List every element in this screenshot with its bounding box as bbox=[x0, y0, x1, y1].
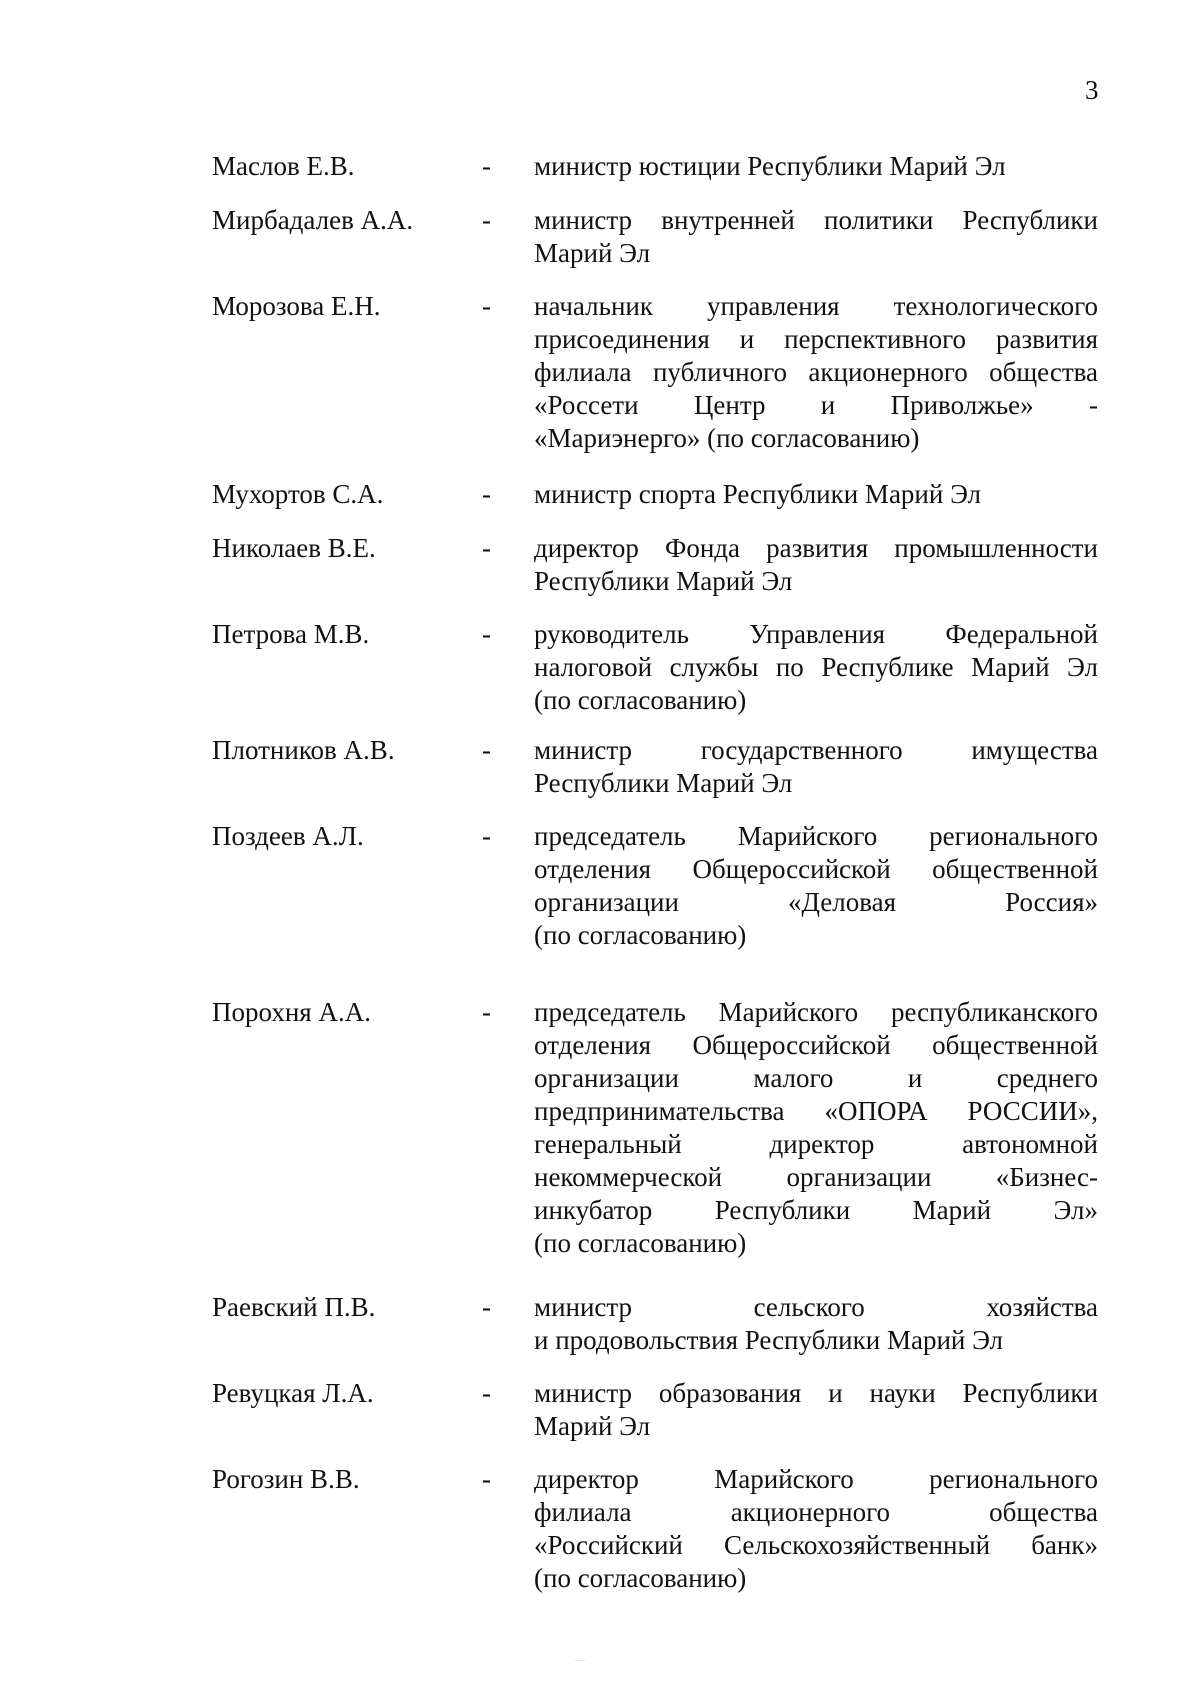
position-line: присоединения и перспективного развития bbox=[534, 324, 1098, 354]
separator-dash: - bbox=[482, 997, 491, 1027]
separator-dash: - bbox=[482, 1378, 491, 1408]
separator-dash: - bbox=[482, 533, 491, 563]
position-line: директор Фонда развития промышленности bbox=[534, 533, 1098, 563]
member-position bbox=[534, 1377, 1098, 1443]
page-number: 3 bbox=[1085, 75, 1099, 105]
position-line: министр государственного имущества bbox=[534, 735, 1098, 765]
separator-dash: - bbox=[482, 619, 491, 649]
position-line: «Мариэнерго» (по согласованию) bbox=[534, 423, 920, 453]
position-line: «Российский Сельскохозяйственный банк» bbox=[534, 1530, 1098, 1560]
member-name: Плотников А.В. bbox=[212, 735, 395, 765]
position-line: генеральный директор автономной bbox=[534, 1129, 1098, 1159]
member-name: Мирбадалев А.А. bbox=[212, 205, 414, 235]
member-position bbox=[534, 1463, 1098, 1595]
position-line: Марий Эл bbox=[534, 238, 651, 268]
position-line: руководитель Управления Федеральной bbox=[534, 619, 1098, 649]
position-line: некоммерческой организации «Бизнес- bbox=[534, 1162, 1098, 1192]
member-name: Порохня А.А. bbox=[212, 997, 371, 1027]
separator-dash: - bbox=[482, 1292, 491, 1322]
member-name: Морозова Е.Н. bbox=[212, 291, 381, 321]
position-line: Республики Марий Эл bbox=[534, 768, 793, 798]
position-line: министр внутренней политики Республики bbox=[534, 205, 1098, 235]
separator-dash: - bbox=[482, 205, 491, 235]
position-line: председатель Марийского регионального bbox=[534, 821, 1098, 851]
member-name: Маслов Е.В. bbox=[212, 151, 355, 181]
separator-dash: - bbox=[482, 291, 491, 321]
position-line: (по согласованию) bbox=[534, 685, 747, 715]
position-line: директор Марийского регионального bbox=[534, 1464, 1098, 1494]
position-line: и продовольствия Республики Марий Эл bbox=[534, 1325, 1004, 1355]
position-line: начальник управления технологического bbox=[534, 291, 1098, 321]
position-line: Марий Эл bbox=[534, 1411, 651, 1441]
separator-dash: - bbox=[482, 151, 491, 181]
separator-dash: - bbox=[482, 479, 491, 509]
member-name: Рогозин В.В. bbox=[212, 1464, 360, 1494]
member-position bbox=[534, 150, 1098, 183]
position-line: министр спорта Республики Марий Эл bbox=[534, 479, 982, 509]
member-name: Поздеев А.Л. bbox=[212, 821, 364, 851]
position-line: налоговой службы по Республике Марий Эл bbox=[534, 652, 1098, 682]
position-line: «Россети Центр и Приволжье» - bbox=[534, 390, 1098, 420]
position-line: филиала публичного акционерного общества bbox=[534, 357, 1098, 387]
scan-artifact bbox=[575, 1660, 585, 1661]
separator-dash: - bbox=[482, 821, 491, 851]
member-position bbox=[534, 204, 1098, 270]
member-position bbox=[534, 820, 1098, 952]
position-line: филиала акционерного общества bbox=[534, 1497, 1098, 1527]
position-line: отделения Общероссийской общественной bbox=[534, 854, 1098, 884]
position-line: предпринимательства «ОПОРА РОССИИ», bbox=[534, 1096, 1098, 1126]
position-line: отделения Общероссийской общественной bbox=[534, 1030, 1098, 1060]
member-name: Мухортов С.А. bbox=[212, 479, 384, 509]
position-line: (по согласованию) bbox=[534, 1563, 747, 1593]
member-position bbox=[534, 1291, 1098, 1357]
position-line: министр образования и науки Республики bbox=[534, 1378, 1098, 1408]
position-line: (по согласованию) bbox=[534, 920, 747, 950]
position-line: министр юстиции Республики Марий Эл bbox=[534, 151, 1006, 181]
position-line: организации малого и среднего bbox=[534, 1063, 1098, 1093]
member-name: Раевский П.В. bbox=[212, 1292, 376, 1322]
position-line: председатель Марийского республиканского bbox=[534, 997, 1098, 1027]
member-position bbox=[534, 478, 1098, 511]
member-name: Николаев В.Е. bbox=[212, 533, 376, 563]
member-name: Петрова М.В. bbox=[212, 619, 370, 649]
separator-dash: - bbox=[482, 1464, 491, 1494]
member-position bbox=[534, 734, 1098, 800]
member-position bbox=[534, 290, 1098, 455]
separator-dash: - bbox=[482, 735, 491, 765]
member-position bbox=[534, 618, 1098, 717]
member-position bbox=[534, 996, 1098, 1260]
position-line: организации «Деловая Россия» bbox=[534, 887, 1098, 917]
position-line: министр сельского хозяйства bbox=[534, 1292, 1098, 1322]
position-line: Республики Марий Эл bbox=[534, 566, 793, 596]
position-line: (по согласованию) bbox=[534, 1228, 747, 1258]
member-position bbox=[534, 532, 1098, 598]
member-name: Ревуцкая Л.А. bbox=[212, 1378, 374, 1408]
position-line: инкубатор Республики Марий Эл» bbox=[534, 1195, 1098, 1225]
